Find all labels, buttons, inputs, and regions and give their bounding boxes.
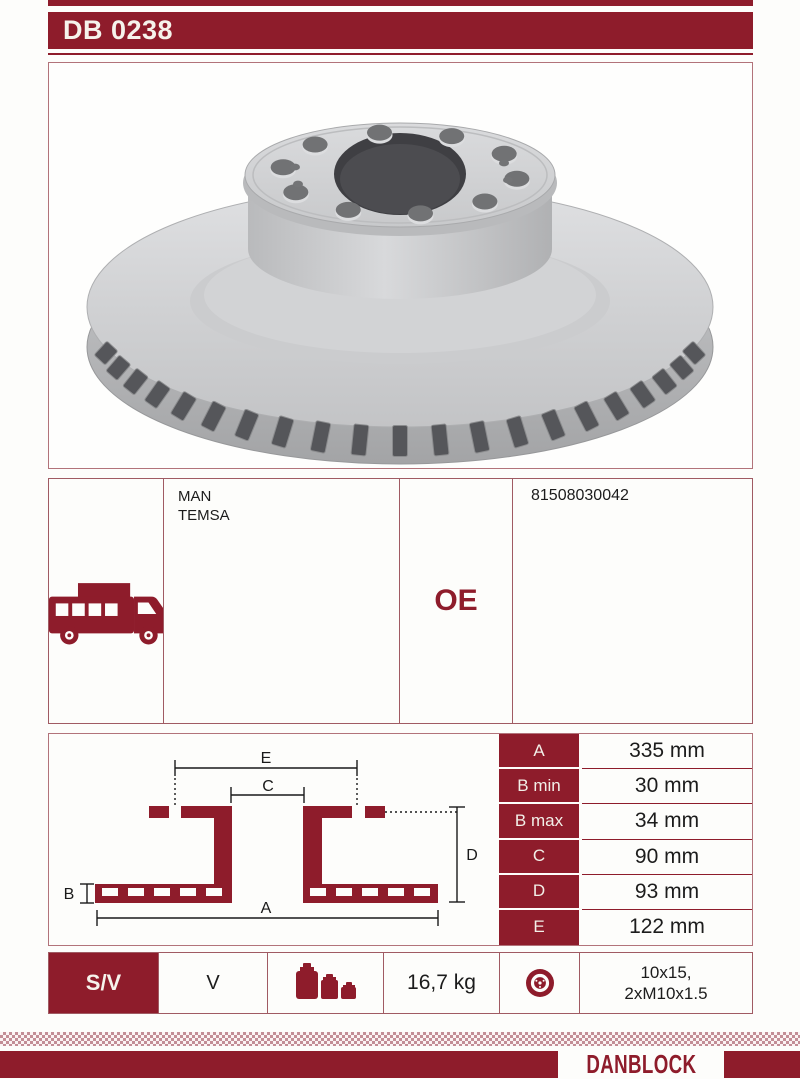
hub-hole-icon	[524, 967, 556, 999]
vehicle-cell	[49, 479, 163, 723]
dimension-drawing	[49, 734, 499, 943]
table-row	[499, 875, 752, 910]
dim-c-label: C	[499, 840, 579, 875]
spec-strip	[48, 952, 753, 1014]
oe-number: 81508030042	[531, 487, 629, 504]
dim-bmin-label: B min	[499, 769, 579, 804]
oe-number-cell	[512, 479, 752, 723]
sv-cell	[49, 953, 158, 1013]
header-divider	[48, 53, 753, 55]
part-number-banner	[48, 12, 753, 49]
dim-label-a: A	[260, 900, 272, 917]
part-number: DB 0238	[63, 15, 174, 45]
dim-label-d: D	[466, 847, 478, 864]
manufacturer-temsa: TEMSA	[178, 507, 230, 524]
footer-pattern-band	[0, 1032, 800, 1046]
version-cell	[158, 953, 267, 1013]
top-accent-strip	[48, 0, 753, 6]
brand-logo-text: DANBLOCK	[585, 1049, 696, 1079]
oe-label: OE	[434, 584, 478, 617]
table-row	[499, 769, 752, 804]
dim-bmin-value: 30 mm	[582, 769, 752, 804]
footer-brand-band	[0, 1051, 800, 1078]
dim-a-label: A	[499, 734, 579, 769]
dim-c-value: 90 mm	[582, 840, 752, 875]
dim-d-value: 93 mm	[582, 875, 752, 910]
dim-d-label: D	[499, 875, 579, 910]
brand-gap	[558, 1051, 724, 1078]
dim-bmax-value: 34 mm	[582, 804, 752, 839]
hole-icon-cell	[499, 953, 579, 1013]
application-table	[48, 478, 753, 724]
weights-icon	[295, 963, 357, 1003]
product-photo-frame	[48, 62, 753, 469]
table-row	[499, 804, 752, 839]
dim-e-label: E	[499, 910, 579, 945]
dim-e-value: 122 mm	[629, 915, 705, 939]
table-row	[499, 910, 752, 945]
holes-cell	[579, 953, 752, 1013]
weight-value: 16,7 kg	[407, 971, 476, 994]
oe-cell	[399, 479, 512, 723]
sv-label: S/V	[85, 970, 122, 995]
holes-line1: 10x15,	[640, 963, 692, 982]
dimensions-section	[48, 733, 753, 946]
dim-label-b: B	[63, 886, 75, 903]
version-value: V	[206, 971, 220, 994]
brake-disc-image	[49, 63, 750, 466]
dim-label-c: C	[262, 778, 274, 795]
table-row	[499, 734, 752, 769]
weight-icon-cell	[267, 953, 383, 1013]
dim-label-e: E	[260, 750, 272, 767]
dimensions-table	[499, 734, 752, 945]
table-row	[499, 840, 752, 875]
manufacturer-man: MAN	[178, 488, 212, 505]
weight-cell	[383, 953, 499, 1013]
dim-bmax-label: B max	[499, 804, 579, 839]
manufacturers-cell	[163, 479, 399, 723]
holes-line2: 2xM10x1.5	[624, 984, 708, 1003]
truck-bus-icon	[49, 582, 163, 648]
dim-a-value: 335 mm	[582, 734, 752, 769]
